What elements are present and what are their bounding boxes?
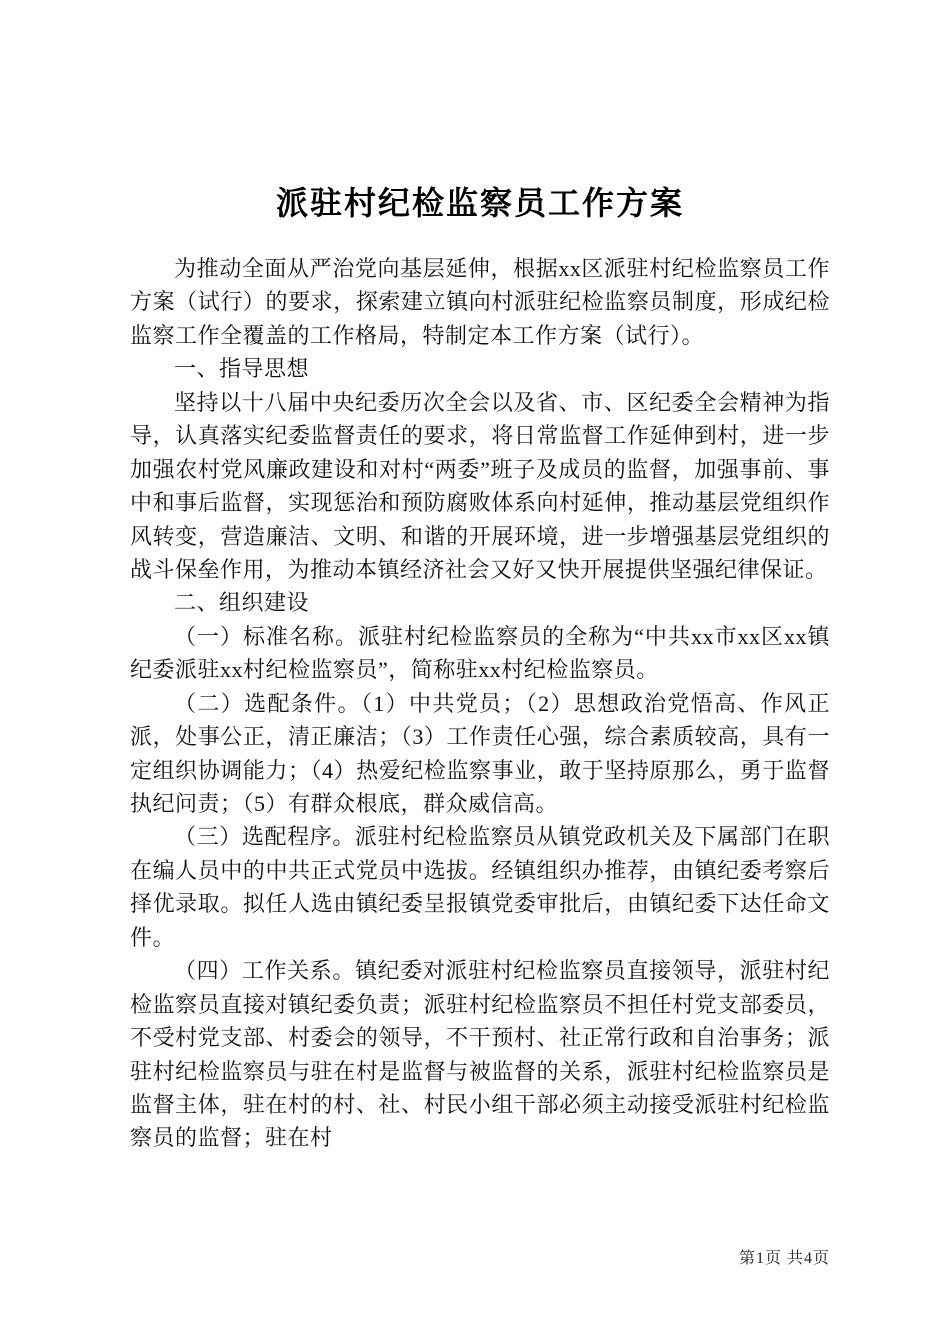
paragraph-item-1: （一）标准名称。派驻村纪检监察员的全称为“中共xx市xx区xx镇纪委派驻xx村纪检监察员”，简称驻xx村纪检监察员。 <box>130 623 830 683</box>
section-heading-2: 二、组织建设 <box>174 590 310 616</box>
paragraph-guiding: 坚持以十八届中央纪委历次全会以及省、市、区纪委全会精神为指导，认真落实纪委监督责任的要求，将日常监督工作延伸到村，进一步加强农村党风廉政建设和对村“两委”班子及成员的监督，加强事前、事中和事后监督，实现惩治和预防腐败体系向村延伸，推动基层党组织作风转变，营造廉洁、文明、和谐的开展环境，进一步增强基层党组织的战斗保垒作用，为推动本镇经济社会又好又快开展提供坚强纪律保证。 <box>130 389 830 582</box>
section-heading-1: 一、指导思想 <box>174 356 310 382</box>
paragraph-intro: 为推动全面从严治党向基层延伸，根据xx区派驻村纪检监察员工作方案（试行）的要求，探索建立镇向村派驻纪检监察员制度，形成纪检监察工作全覆盖的工作格局，特制定本工作方案（试行）。 <box>130 256 830 348</box>
paragraph-item-2: （二）选配条件。（1）中共党员；（2）思想政治党悟高、作风正派，处事公正，清正廉洁；（3）工作责任心强，综合素质较高，具有一定组织协调能力；（4）热爱纪检监察事业，敢于坚持原那么，勇于监督执纪问责；（5）有群众根底，群众威信高。 <box>130 690 830 816</box>
paragraph-item-4: （四）工作关系。镇纪委对派驻村纪检监察员直接领导，派驻村纪检监察员直接对镇纪委负责；派驻村纪检监察员不担任村党支部委员，不受村党支部、村委会的领导，不干预村、社正常行政和自治事务；派驻村纪检监察员与驻在村是监督与被监督的关系，派驻村纪检监察员是监督主体，驻在村的村、社、村民小组干部必须主动接受派驻村纪检监察员的监督；驻在村 <box>130 958 830 1151</box>
document-title: 派驻村纪检监察员工作方案 <box>275 185 684 221</box>
paragraph-item-3: （三）选配程序。派驻村纪检监察员从镇党政机关及下属部门在职在编人员中的中共正式党员中选拔。经镇组织办推荐，由镇纪委考察后择优录取。拟任人选由镇纪委呈报镇党委审批后，由镇纪委下达任命文件。 <box>130 824 830 950</box>
page-footer <box>739 1245 830 1268</box>
page-number-label: 第1页 共4页 <box>738 1250 830 1267</box>
